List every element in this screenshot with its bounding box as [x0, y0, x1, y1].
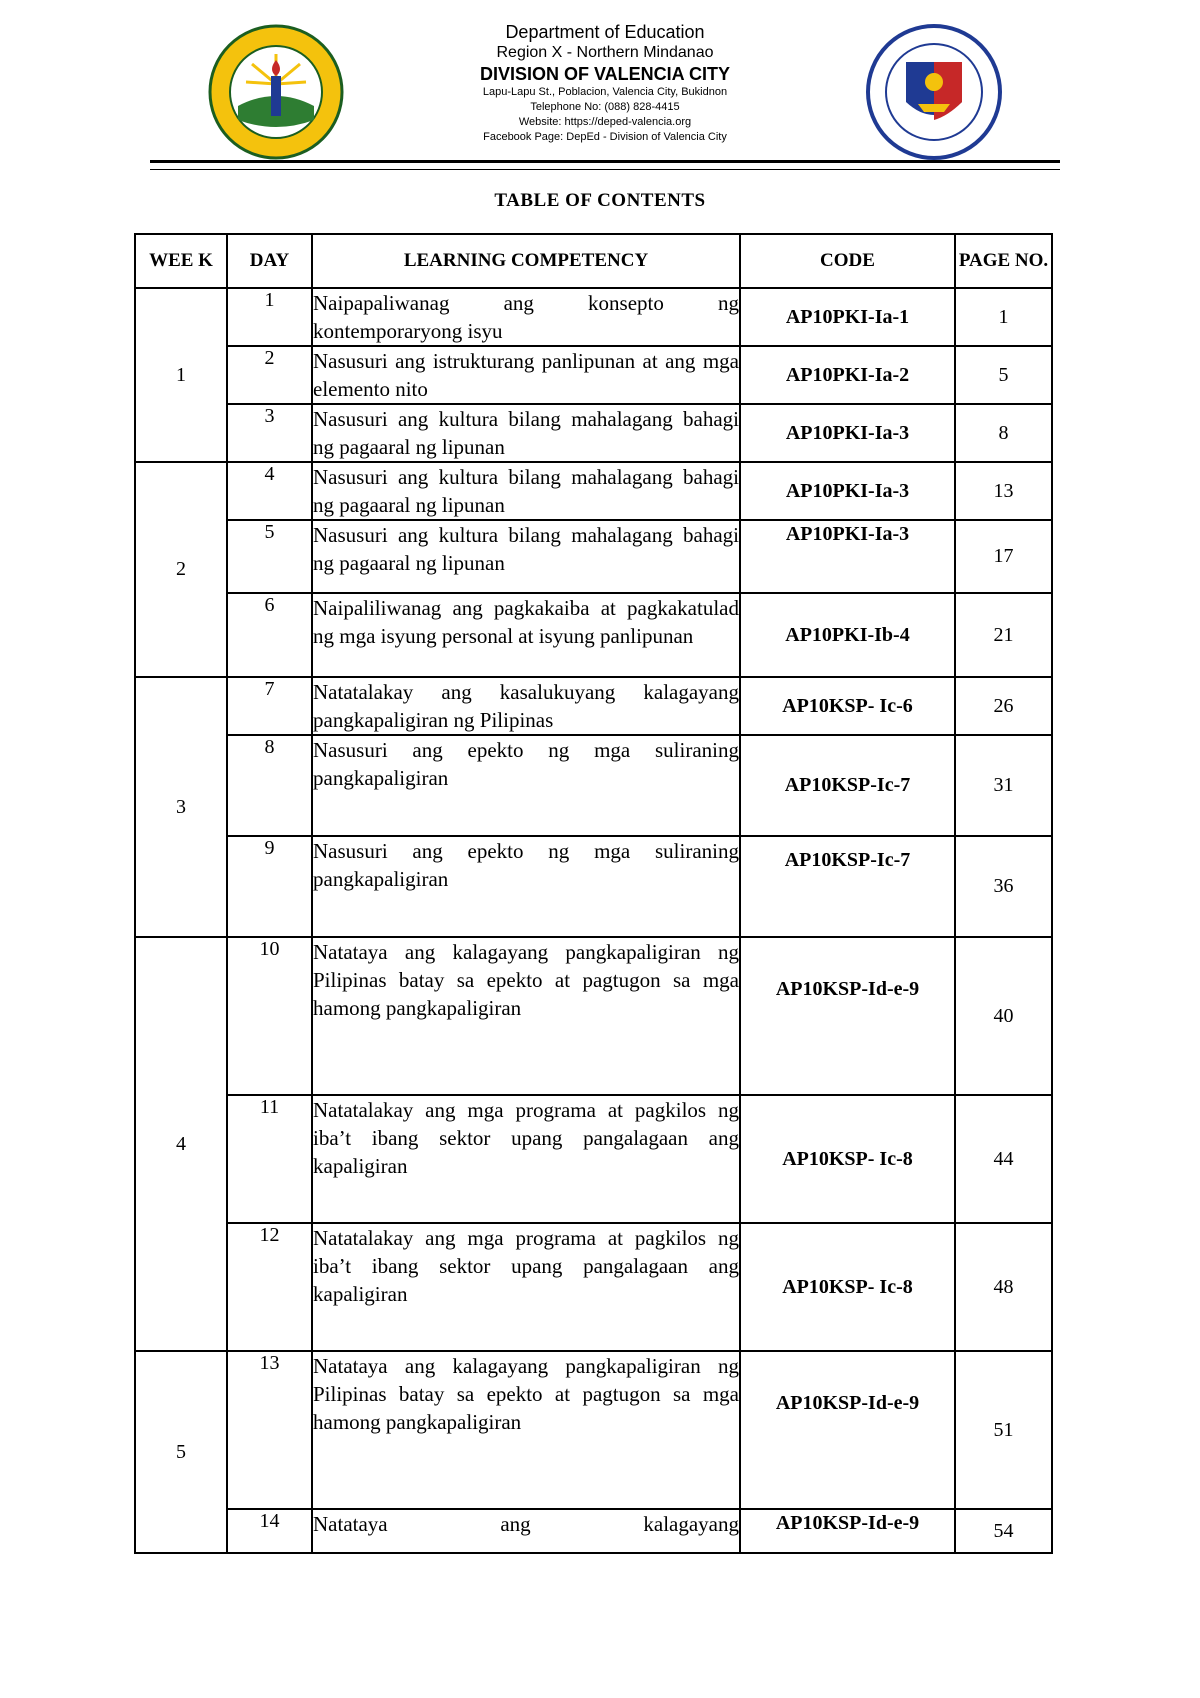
table-row [135, 346, 1052, 404]
day-cell: 13 [227, 1351, 312, 1509]
code-cell: AP10KSP-Ic-7 [740, 836, 955, 937]
competency-cell: Nasusuri ang kultura bilang mahalagang bahagi ng pagaaral ng lipunan [312, 520, 740, 593]
code-cell: AP10KSP- Ic-8 [740, 1223, 955, 1351]
table-row [135, 1223, 1052, 1351]
header-page: PAGE NO. [955, 234, 1052, 288]
table-row [135, 462, 1052, 520]
day-cell: 3 [227, 404, 312, 462]
code-cell: AP10KSP- Ic-8 [740, 1095, 955, 1223]
header-row [135, 234, 1052, 288]
competency-cell: Natatalakay ang mga programa at pagkilos ng iba’t ibang sektor upang pangalagaan ang kapaligiran [312, 1223, 740, 1351]
week-cell: 5 [135, 1351, 227, 1553]
header-day: DAY [227, 234, 312, 288]
region-name: Region X - Northern Mindanao [496, 44, 714, 61]
telephone: Telephone No: (088) 828-4415 [530, 101, 680, 113]
page-cell: 48 [955, 1223, 1052, 1351]
competency-cell: Naipaliliwanag ang pagkakaiba at pagkakatulad ng mga isyung personal at isyung panlipunan [312, 593, 740, 677]
deped-national-seal-icon [866, 24, 1002, 160]
page-cell: 36 [955, 836, 1052, 937]
day-cell: 1 [227, 288, 312, 346]
code-cell: AP10KSP-Id-e-9 [740, 1351, 955, 1509]
competency-cell: Naipapaliwanag ang konsepto ng kontemporaryong isyu [312, 288, 740, 346]
week-cell: 1 [135, 288, 227, 462]
day-cell: 8 [227, 735, 312, 836]
page-cell: 51 [955, 1351, 1052, 1509]
table-row [135, 937, 1052, 1095]
code-cell: AP10PKI-Ia-1 [740, 288, 955, 346]
letterhead-text [380, 22, 830, 145]
page-cell: 5 [955, 346, 1052, 404]
address: Lapu-Lapu St., Poblacion, Valencia City, Bukidnon [482, 86, 728, 98]
page-cell: 31 [955, 735, 1052, 836]
week-cell: 2 [135, 462, 227, 677]
header-code: CODE [740, 234, 955, 288]
day-cell: 4 [227, 462, 312, 520]
table-row [135, 1095, 1052, 1223]
website: Website: https://deped-valencia.org [518, 116, 692, 128]
week-cell: 4 [135, 937, 227, 1351]
day-cell: 11 [227, 1095, 312, 1223]
day-cell: 14 [227, 1509, 312, 1553]
table-row [135, 1509, 1052, 1553]
page-cell: 26 [955, 677, 1052, 735]
header-week: WEE K [135, 234, 227, 288]
competency-cell: Natatalakay ang kasalukuyang kalagayang pangkapaligiran ng Pilipinas [312, 677, 740, 735]
deped-division-seal-icon [208, 24, 344, 160]
code-cell: AP10PKI-Ib-4 [740, 593, 955, 677]
letterhead [0, 0, 1200, 170]
code-cell: AP10KSP- Ic-6 [740, 677, 955, 735]
division-name: DIVISION OF VALENCIA CITY [479, 64, 730, 84]
page-title: TABLE OF CONTENTS [494, 190, 706, 211]
table-row [135, 288, 1052, 346]
table-row [135, 836, 1052, 937]
table-of-contents [134, 233, 1053, 1554]
competency-cell: Natatalakay ang mga programa at pagkilos ng iba’t ibang sektor upang pangalagaan ang kapaligiran [312, 1095, 740, 1223]
page-cell: 13 [955, 462, 1052, 520]
competency-cell: Nasusuri ang kultura bilang mahalagang bahagi ng pagaaral ng lipunan [312, 404, 740, 462]
day-cell: 12 [227, 1223, 312, 1351]
code-cell: AP10KSP-Id-e-9 [740, 937, 955, 1095]
header-competency: LEARNING COMPETENCY [312, 234, 740, 288]
agency-name: Department of Education [505, 22, 705, 42]
facebook-page: Facebook Page: DepEd - Division of Valencia City [483, 131, 727, 143]
page-cell: 8 [955, 404, 1052, 462]
week-cell: 3 [135, 677, 227, 937]
competency-cell: Nasusuri ang epekto ng mga suliraning pangkapaligiran [312, 836, 740, 937]
table-row [135, 1351, 1052, 1509]
code-cell: AP10KSP-Id-e-9 [740, 1509, 955, 1553]
page-cell: 54 [955, 1509, 1052, 1553]
table-row [135, 735, 1052, 836]
day-cell: 10 [227, 937, 312, 1095]
table-row [135, 520, 1052, 593]
code-cell: AP10PKI-Ia-3 [740, 520, 955, 593]
table-row [135, 677, 1052, 735]
page-cell: 21 [955, 593, 1052, 677]
competency-cell: Natataya ang kalagayang pangkapaligiran ng Pilipinas batay sa epekto at pagtugon sa mga hamong pangkapaligiran [312, 1351, 740, 1509]
day-cell: 7 [227, 677, 312, 735]
table-row [135, 404, 1052, 462]
day-cell: 9 [227, 836, 312, 937]
page-cell: 17 [955, 520, 1052, 593]
page-cell: 1 [955, 288, 1052, 346]
page-cell: 44 [955, 1095, 1052, 1223]
letterhead-rule-thick [150, 160, 1060, 163]
table-row [135, 593, 1052, 677]
day-cell: 2 [227, 346, 312, 404]
code-cell: AP10KSP-Ic-7 [740, 735, 955, 836]
letterhead-rule-thin [150, 169, 1060, 170]
day-cell: 5 [227, 520, 312, 593]
competency-cell: Natataya ang kalagayang pangkapaligiran ng Pilipinas batay sa epekto at pagtugon sa mga hamong pangkapaligiran [312, 937, 740, 1095]
competency-cell: Nasusuri ang epekto ng mga suliraning pangkapaligiran [312, 735, 740, 836]
code-cell: AP10PKI-Ia-3 [740, 462, 955, 520]
code-cell: AP10PKI-Ia-2 [740, 346, 955, 404]
competency-cell: Nasusuri ang kultura bilang mahalagang bahagi ng pagaaral ng lipunan [312, 462, 740, 520]
page-cell: 40 [955, 937, 1052, 1095]
day-cell: 6 [227, 593, 312, 677]
competency-cell: Nasusuri ang istrukturang panlipunan at ang mga elemento nito [312, 346, 740, 404]
competency-cell: Natataya ang kalagayang [312, 1509, 740, 1553]
code-cell: AP10PKI-Ia-3 [740, 404, 955, 462]
